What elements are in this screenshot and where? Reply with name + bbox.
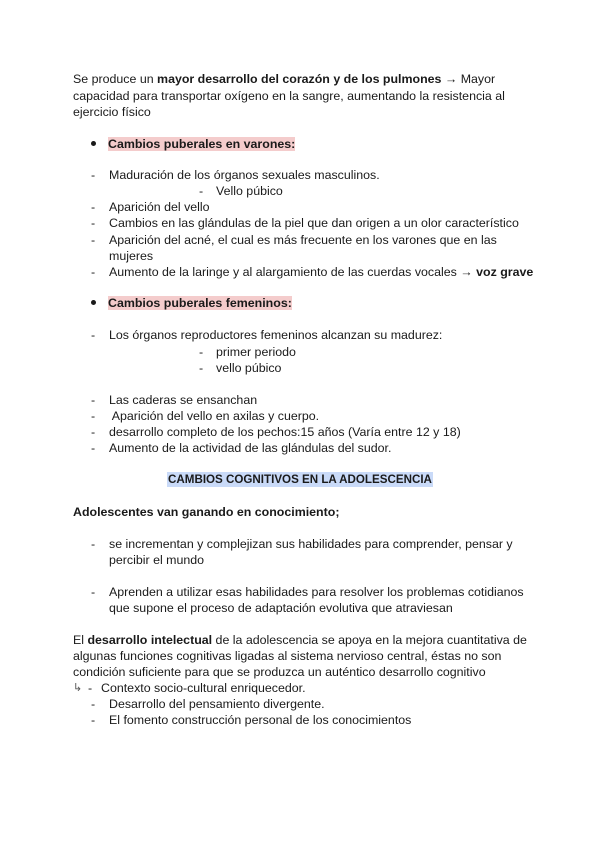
femeninos-heading	[91, 295, 292, 311]
femeninos-item-4: desarrollo completo de los pechos:15 años (Varía entre 12 y 18)	[109, 425, 461, 439]
cognitivos-title-text: CAMBIOS COGNITIVOS EN LA ADOLESCENCIA	[168, 473, 432, 486]
intelectual-post: de la adolescencia se apoya en la mejora cuantitativa de	[212, 633, 527, 647]
dash-icon: -	[91, 441, 96, 455]
intro-line-1	[73, 71, 495, 87]
dash-icon: -	[91, 328, 96, 342]
intro-text: Se produce un	[73, 72, 158, 86]
intelectual-item-2: Desarrollo del pensamiento divergente.	[109, 697, 325, 711]
dash-icon: -	[91, 713, 96, 727]
dash-icon: -	[199, 184, 204, 198]
varones-heading-text: Cambios puberales en varones:	[108, 137, 296, 151]
intelectual-line-1	[73, 632, 527, 648]
varones-item-4-line-2: mujeres	[109, 249, 154, 263]
intelectual-item-3: El fomento construcción personal de los conocimientos	[109, 713, 412, 727]
femeninos-item-2: Las caderas se ensanchan	[109, 393, 258, 407]
dash-icon: -	[199, 361, 204, 375]
dash-icon: -	[91, 200, 96, 214]
femeninos-sub-1: primer periodo	[216, 345, 296, 359]
voz-grave-bold: voz grave	[476, 265, 534, 279]
varones-item-2: Aparición del vello	[109, 200, 210, 214]
femeninos-item-1: Los órganos reproductores femeninos alcanzan su madurez:	[109, 328, 443, 342]
femeninos-sub-2: vello púbico	[216, 361, 282, 375]
dash-icon: -	[91, 393, 96, 407]
dash-icon: -	[91, 216, 96, 230]
cognitivos-subheading: Adolescentes van ganando en conocimiento;	[73, 505, 340, 519]
cognitivos-item-2-line-2: que supone el proceso de adaptación evolutiva que atraviesan	[109, 601, 453, 615]
intro-bold: mayor desarrollo del corazón y de los pulmones	[157, 72, 442, 86]
varones-heading	[91, 136, 295, 152]
femeninos-item-5: Aumento de la actividad de las glándulas del sudor.	[109, 441, 392, 455]
varones-item-5	[109, 264, 533, 280]
dash-icon: -	[199, 345, 204, 359]
dash-icon: -	[91, 409, 96, 423]
varones-item-4-line-1: Aparición del acné, el cual es más frecuente en los varones que en las	[109, 233, 497, 247]
varones-item-1: Maduración de los órganos sexuales masculinos.	[109, 168, 380, 182]
intelectual-pre: El	[73, 633, 88, 647]
varones-sub-1: Vello púbico	[216, 184, 283, 198]
intelectual-line-3: condición suficiente para que se produzca un auténtico desarrollo cognitivo	[73, 665, 486, 679]
femeninos-heading-text: Cambios puberales femeninos:	[108, 296, 292, 310]
cognitivos-item-2-line-1: Aprenden a utilizar esas habilidades para resolver los problemas cotidianos	[109, 585, 524, 599]
dash-icon: -	[88, 681, 93, 695]
bullet-icon	[91, 141, 96, 146]
dash-icon: -	[91, 585, 96, 599]
intro-text-post: → Mayor	[441, 72, 496, 86]
intelectual-bold: desarrollo intelectual	[87, 633, 213, 647]
varones-item-3: Cambios en las glándulas de la piel que dan origen a un olor característico	[109, 216, 519, 230]
dash-icon: -	[91, 537, 96, 551]
varones-item-5-text: Aumento de la laringe y al alargamiento de las cuerdas vocales →	[109, 265, 477, 279]
intelectual-line-2: algunas funciones cognitivas ligadas al sistema nervioso central, éstas no son	[73, 649, 502, 663]
dash-icon: -	[91, 265, 96, 279]
dash-icon: -	[91, 697, 96, 711]
dash-icon: -	[91, 168, 96, 182]
cognitivos-title	[0, 472, 600, 488]
cognitivos-item-1-line-2: percibir el mundo	[109, 553, 205, 567]
dash-icon: -	[91, 233, 96, 247]
arrow-down-right-icon: ↳	[73, 682, 83, 694]
intro-line-3: ejercicio físico	[73, 105, 151, 119]
cognitivos-item-1-line-1: se incrementan y complejizan sus habilidades para comprender, pensar y	[109, 537, 513, 551]
femeninos-item-3: Aparición del vello en axilas y cuerpo.	[109, 409, 320, 423]
intro-line-2: capacidad para transportar oxígeno en la sangre, aumentando la resistencia al	[73, 89, 505, 103]
bullet-icon	[91, 300, 96, 305]
intelectual-item-1: Contexto socio-cultural enriquecedor.	[101, 681, 306, 695]
dash-icon: -	[91, 425, 96, 439]
